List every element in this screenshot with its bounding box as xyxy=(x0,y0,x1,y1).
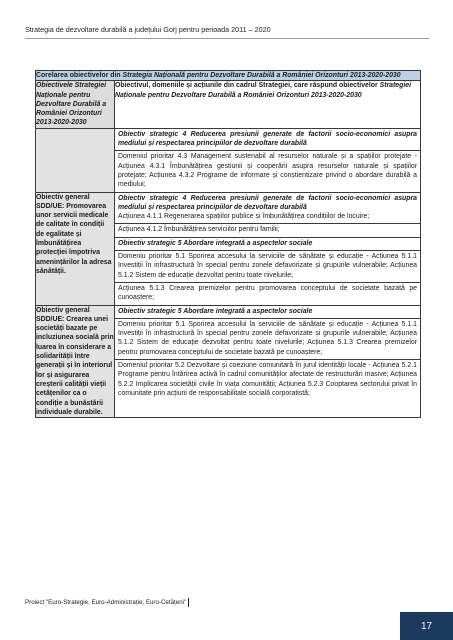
table-row xyxy=(36,128,421,192)
action-paragraph: Domeniu prioritar 5.1 Sporirea accesului la serviciile de sănătate și educație - Acțiunea 5.1.1 Investiții în infrastructură în special pentru zonele defavorizate și grupurile vulnerabile; Acțiunea 5.1.2 Sistem de educație dezvoltat pentru toate nivelurile; Acțiunea 5.1.3 Crearea premizelor pentru promovarea conceptului de societate bazată pe cunoaștere; xyxy=(118,320,417,356)
table-header-row xyxy=(36,81,421,128)
action-paragraph: Domeniul prioritar 4.3 Management sustenabil al resurselor naturale și a spațiilor protejate - Acțiunea 4.3.1 Îmbunătățirea gestiunii și cooperării asupra resurselor naturale și spațiilor protejate; Acțiunea 4.3.2 Programe de informare și conștientizare privind o abordare durabilă a mediului; xyxy=(118,153,417,189)
left-cell-empty xyxy=(36,128,115,192)
action-block xyxy=(115,150,420,191)
action-paragraph: Acțiunea 5.1.3 Crearea premizelor pentru promovarea conceptului de societate bazată pe cunoaștere; xyxy=(118,284,417,302)
objective-block xyxy=(115,306,420,318)
table-title: Corelarea obiectivelor din Strategia Națională pentru Dezvoltare Durabilă a României Orizonturi 2013-2020-2030 xyxy=(36,71,421,81)
action-block xyxy=(115,359,420,400)
action-paragraph: Acțiunea 4.1.2 Îmbunătățirea serviciilor pentru familii; xyxy=(118,226,280,234)
footer-separator xyxy=(188,598,189,607)
general-objective-social-inclusion: Obiectiv general SDD/UE: Crearea unei societăți bazate pe incluziunea socială prin luarea în considerare a solidarității între generații și în interiorul lor și asigurarea creșterii calității vieții cetățenilor ca o condiție a bunăstării individuale durabile. xyxy=(36,306,114,416)
action-block xyxy=(115,318,420,359)
table-row xyxy=(36,305,421,418)
strategic-objective-title: Obiectiv strategic 4 Reducerea presiunii generate de factorii socio-economici asupra mediului și respectarea principiilor de dezvoltare durabilă xyxy=(118,130,417,148)
strategic-objective-title: Obiectiv strategic 5 Abordare integrată a aspectelor sociale xyxy=(118,307,313,315)
table-title-row xyxy=(36,71,421,81)
page-footer xyxy=(25,598,189,607)
objective-block xyxy=(115,193,420,224)
action-block xyxy=(115,282,420,305)
column-header-strategy-actions: Obiectivul, domeniile și acțiunile din cadrul Strategiei, care răspund obiectivelor Strategiei Naționale pentru Dezvoltare Durabilă a României Orizonturi 2013-2020-2030 xyxy=(115,81,421,128)
table-row xyxy=(36,192,421,305)
strategic-objective-title: Obiectiv strategic 5 Abordare integrată a aspectelor sociale xyxy=(118,239,313,247)
actions-cell xyxy=(115,305,421,418)
action-block xyxy=(115,250,420,282)
column-header-sndd-objectives: Obiectivele Strategiei Naționale pentru Dezvoltare Durabilă a României Orizonturi 2013-2020-2030 xyxy=(36,81,115,128)
actions-cell xyxy=(115,192,421,305)
action-paragraph: Acțiunea 4.1.1 Regenerarea spațiilor publice și îmbunătățirea condițiilor de locuire; xyxy=(118,213,370,221)
action-paragraph: Domeniul prioritar 5.2 Dezvoltare și coeziune comunitară în jurul identității locale - Acțiunea 5.2.1 Programe pentru întărirea activă în cadrul comunităților afectate de restructurări masive; Acțiunea 5.2.2 Implicarea societății civile în viața comunității; Acțiunea 5.2.3 Cooptarea sectorului privat în comunitate prin acțiuni de responsabilitate socială corporatistă; xyxy=(118,362,417,397)
correlation-table xyxy=(35,70,421,418)
general-objective-health: Obiectiv general SDD/UE: Promovarea unor servicii medicale de calitate în condiții de egalitate și îmbunătățirea protecției împotriva amenințărilor la adresa sănătății. xyxy=(36,192,115,305)
objective-block xyxy=(115,129,420,151)
page-number xyxy=(400,612,453,640)
actions-cell xyxy=(115,128,421,192)
action-block xyxy=(115,223,420,236)
strategic-objective-title: Obiectiv strategic 4 Reducerea presiunii generate de factorii socio-economici asupra mediului și respectarea principiilor de dezvoltare durabilă xyxy=(118,194,417,211)
action-paragraph: Domeniu prioritar 5.1 Sporirea accesului la serviciile de sănătate și educație - Acțiunea 5.1.1 Investiții în infrastructură în special pentru zonele defavorizate și grupurile vulnerabile; Acțiunea 5.1.2 Sistem de educație dezvoltat pentru toate nivelurile; xyxy=(118,253,417,279)
footer-project-name: Proiect "Euro-Strategie, Euro-Administrație, Euro-Cetățeni" xyxy=(25,599,187,607)
page-number-label: 17 xyxy=(420,620,433,632)
objective-block xyxy=(115,237,420,250)
header-divider xyxy=(25,38,429,39)
running-header: Strategia de dezvoltare durabilă a județului Gorj pentru perioada 2011 – 2020 xyxy=(25,25,271,34)
